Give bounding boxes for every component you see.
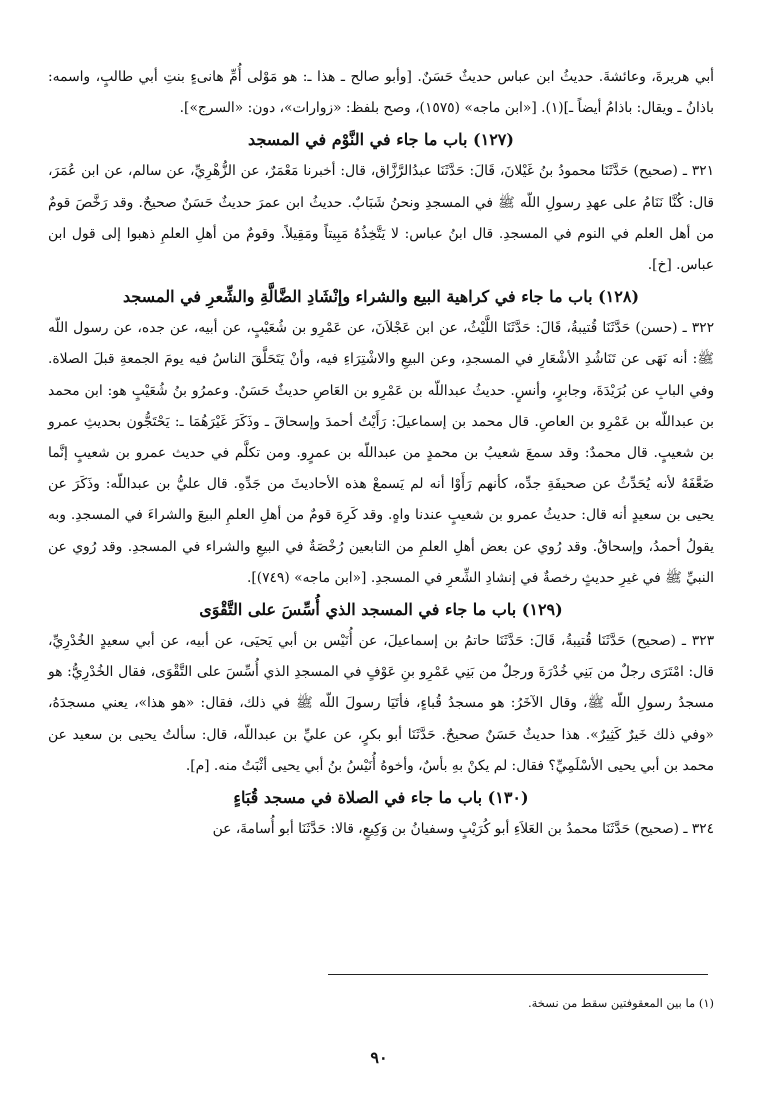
- hadith-322: ٣٢٢ ـ (حسن) حَدَّثَنَا قُتيبةُ، قَالَ: حَدَّثَنَا اللَّيْثُ، عن ابن عَجْلاَنَ، عن عَمْرِو بن شُعَيْبٍ، عن أبيه، عن جده، عن رسول اللّه ﷺ: أنه نَهَى عن تَنَاشُدِ الأشْعَارِ في المسجدِ، وعن البيعِ والاشْتِرَاءِ فيه، وأنْ يَتَحَلَّقَ الناسُ فيه يومَ الجمعةِ قبلَ الصلاة. وفي البابِ عن بُرَيْدَةَ، وجابرٍ، وأنسٍ. حديثُ عبداللّه بن عَمْرِو بن العَاصِ حديثٌ حَسَنٌ. وعمرُو بنُ شُعَيْبٍ هو: ابن محمد بن عبداللّه بن عَمْرِو بن العاصِ. قال محمد بن إسماعيلَ: رَأَيْتُ أحمدَ وإسحاقَ ـ وذَكَرَ غَيْرَهُمَا ـ: يَحْتَجُّون بحديثِ عمرو بن شعيبٍ. قال محمدٌ: وقد سمعَ شعيبُ بن محمدٍ من عبداللّه بن عمرٍو. ومن تكلَّم في حديث عمرو بن شعيبٍ إنَّما ضَعَّفَهُ لأنه يُحَدِّثُ عن صحيفَةِ جدِّه، كأنهم رَأَوْا أنه لم يَسمعْ هذه الأحاديثَ من جَدِّهِ. قال عليُّ بن عبداللّه: وذَكَرَ عن يحيى بن سعيدٍ أنه قال: حديثُ عمرو بن شعيبٍ عندنا واهٍ. وقد كَرِهَ قومٌ من أهلِ العلمِ البيعَ والشراءَ في المسجدِ. وبه يقولُ أحمدُ، وإسحاقُ. وقد رُوي عن بعض أهلِ العلمِ من التابعين رُخْصَةٌ في البيعِ والشراء في المسجدِ. وقد رُوي عن النبيِّ ﷺ في غيرِ حديثٍ رخصةٌ في إنشادِ الشِّعرِ في المسجدِ. [«ابن ماجه» (٧٤٩)].: [48, 320, 714, 586]
- page-body: [48, 62, 714, 845]
- intro-paragraph: أبي هريرةَ، وعائشةَ. حديثُ ابن عباس حديثٌ حَسَنٌ. [وأبو صالح ـ هذا ـ: هو مَوْلى أُمِّ هانىءٍ بنتِ أبي طالبٍ، واسمه: باذانُ ـ ويقال: باذامُ أيضاً ـ](١). [«ابن ماجه» (١٥٧٥)، وصح بلفظ: «زوارات»، دون: «السرج»].: [48, 69, 714, 117]
- chapter-heading-128: (١٢٨) باب ما جاء في كراهية البيع والشراء وإنْشَادِ الضَّالَّةِ والشِّعرِ في المسجد: [122, 287, 640, 307]
- chapter-heading-127: (١٢٧) باب ما جاء في النَّوْم في المسجد: [248, 130, 514, 150]
- page-number: ٩٠: [370, 1048, 388, 1067]
- hadith-324: ٣٢٤ ـ (صحيح) حَدَّثَنَا محمدُ بن العَلاَءِ أبو كُرَيْبٍ وسفيانُ بن وَكِيعٍ، قالا: حَدَّثَنَا أبو أُسامةَ، عن: [212, 821, 714, 838]
- chapter-heading-130: (١٣٠) باب ما جاء في الصلاة في مسجد قُبَاءٍ: [233, 788, 529, 808]
- hadith-323: ٣٢٣ ـ (صحيح) حَدَّثَنَا قُتيبةُ، قَالَ: حَدَّثَنَا حاتمُ بن إسماعيلَ، عن أُنَيْس بن أبي يَحيَى، عن أبيه، عن أبي سعيدٍ الخُدْرِيِّ، قال: امْتَرَى رجلٌ من بَنِي خُدْرَةَ ورجلٌ من بَنِي عَمْرِو بنِ عَوْفٍ في المسجدِ الذي أُسِّسَ على التَّقْوَى، فقال الخُدْرِيُّ: هو مسجدُ رسولِ اللّه ﷺ، وقال الآخَرُ: هو مسجدُ قُباءٍ، فأتَيَا رسولَ اللّه ﷺ في ذلك، فقال: «هو هذا»، يعني مسجدَهُ، «وفي ذلك خَيرٌ كَثِيرٌ». هذا حديثٌ حَسَنٌ صحيحٌ. حَدَّثَنَا أبو بكرٍ، عن عليِّ بن عبداللّه، قال: سألتُ يحيى بن سعيد عن محمد بن أبي يحيى الأسْلَمِيِّ؟ فقال: لم يكنْ بهِ بأسٌ، وأخوهُ أُنَيْسُ بنُ أبي يحيى أثْبَتُ منه. [م].: [48, 633, 714, 774]
- hadith-321: ٣٢١ ـ (صحيح) حَدَّثَنَا محمودُ بنُ غَيْلانَ، قَالَ: حَدَّثَنَا عبدُالرَّزَّاق، قال: أخبرنا مَعْمَرٌ، عن الزُّهْرِيِّ، عن سالم، عن ابن عُمَرَ، قال: كُنَّا نَنَامُ على عهدِ رسولِ اللّه ﷺ في المسجدِ ونحنُ شَبَابٌ. حديثُ ابن عمرَ حديثٌ حَسَنٌ صحيحٌ. وقد رَخَّصَ قومٌ من أهل العلم في النوم في المسجدِ. قال ابنُ عباس: لا يَتَّخِذُهُ مَبِيتاً ومَقِيلاً. وقومٌ من أهلِ العلمِ ذهبوا إلى قول ابن عباس. [خ].: [48, 163, 714, 274]
- footnote-divider: [328, 974, 708, 975]
- chapter-heading-129: (١٢٩) باب ما جاء في المسجد الذي أُسِّسَ على التَّقْوَى: [199, 600, 563, 620]
- footnote: (١) ما بين المعقوفتين سقط من نسخة.: [527, 996, 714, 1010]
